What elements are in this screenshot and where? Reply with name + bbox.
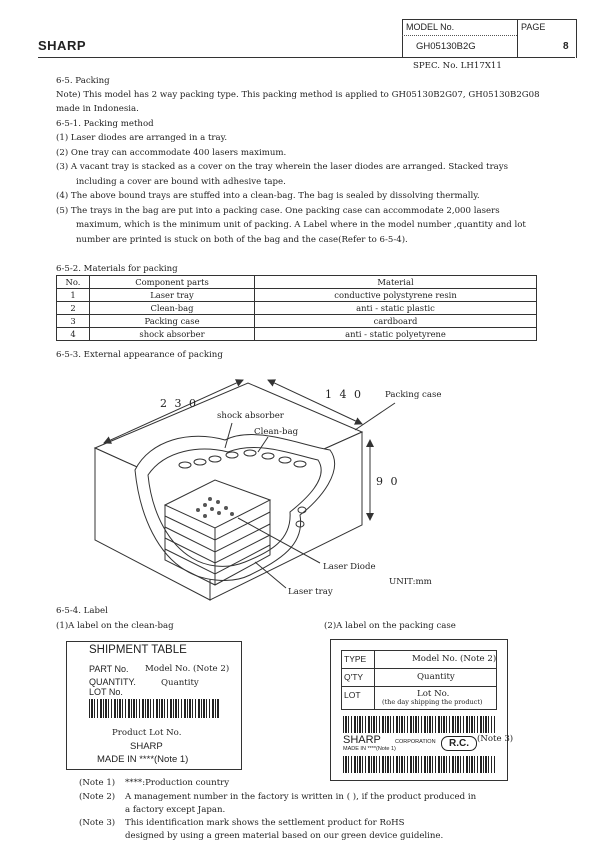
note-tag: (Note 3): [79, 818, 116, 828]
step: number are printed is stuck on both of the bag and the case(Refer to 6-5-4).: [76, 235, 408, 245]
note-tag: (Note 1): [79, 778, 116, 788]
case-barcode-1: [343, 716, 495, 733]
table-cell: 1: [57, 289, 90, 302]
type-value: Model No. (Note 2): [412, 654, 497, 664]
table-cell: anti - static polyetyrene: [255, 328, 537, 341]
model-label: MODEL No.: [406, 22, 455, 32]
bag-label-caption: (1)A label on the clean-bag: [56, 621, 174, 631]
label-clean-bag: Clean-bag: [254, 427, 299, 437]
dimension-90: 9 0: [376, 475, 400, 488]
barcode: [89, 699, 219, 718]
materials-table: [56, 275, 537, 341]
label-shock-absorber: shock absorber: [217, 411, 284, 421]
note-text: designed by using a green material based on our green device guideline.: [125, 831, 444, 841]
section-title: 6-5. Packing: [56, 76, 110, 86]
clean-bag-label: [66, 641, 242, 770]
step: (1) Laser diodes are arranged in a tray.: [56, 133, 228, 143]
corporation-text: CORPORATION: [395, 739, 436, 745]
table-cell: Laser tray: [90, 289, 255, 302]
table-row: [57, 302, 537, 315]
note3-marker: (Note 3): [477, 734, 514, 744]
quantity-value: Quantity: [161, 678, 199, 688]
step: (5) The trays in the bag are put into a packing case. One packing case can accommodate 2,000 lasers: [56, 206, 500, 216]
lot-subtext: (the day shipping the product): [382, 698, 483, 706]
table-header: Material: [255, 276, 537, 289]
table-cell: cardboard: [255, 315, 537, 328]
lot-label: LOT: [344, 690, 361, 700]
label-title: 6-5-4. Label: [56, 606, 108, 616]
table-header: Component parts: [90, 276, 255, 289]
note-text: This identification mark shows the settlement product for RoHS: [125, 818, 405, 828]
type-label: TYPE: [344, 654, 367, 664]
lot-no-label: LOT No.: [89, 687, 123, 697]
spec-number: SPEC. No. LH17X11: [413, 61, 502, 71]
bag-sharp-text: SHARP: [130, 741, 163, 752]
note-line-1: Note) This model has 2 way packing type. This packing method is applied to GH05130B2G07, GH05130B2G08: [56, 90, 540, 100]
case-made-in: MADE IN ****(Note 1): [343, 746, 396, 752]
bag-made-in: MADE IN ****(Note 1): [97, 754, 189, 765]
page-label: PAGE: [521, 22, 546, 32]
table-cell: 4: [57, 328, 90, 341]
shipment-table-title: SHIPMENT TABLE: [89, 644, 187, 656]
case-barcode-2: [343, 756, 495, 773]
page-number: 8: [563, 41, 569, 52]
product-lot-no: Product Lot No.: [112, 728, 182, 738]
materials-title: 6-5-2. Materials for packing: [56, 264, 178, 274]
table-row: [57, 328, 537, 341]
dimension-230: 2 3 0: [160, 397, 198, 410]
model-value: GH05130B2G: [416, 41, 476, 52]
step: (4) The above bound trays are stuffed into a clean-bag. The bag is sealed by dissolving thermally.: [56, 191, 480, 201]
step: (2) One tray can accommodate 400 lasers maximum.: [56, 148, 287, 158]
case-info-grid: [341, 650, 497, 710]
note-text: ****:Production country: [125, 778, 230, 788]
case-sharp-text: SHARP: [343, 734, 381, 746]
step: including a cover are bound with adhesive tape.: [76, 177, 286, 187]
step: maximum, which is the minimum unit of packing. A Label where in the model number ,quantity and lot: [76, 220, 526, 230]
qty-value: Quantity: [417, 672, 455, 682]
note-text: a factory except Japan.: [125, 805, 226, 815]
table-cell: Packing case: [90, 315, 255, 328]
part-no-label: PART No.: [89, 664, 129, 674]
table-row: [57, 289, 537, 302]
unit-label: UNIT:mm: [389, 577, 432, 587]
packing-diagram: [0, 360, 611, 605]
method-title: 6-5-1. Packing method: [56, 119, 154, 129]
note-text: A management number in the factory is written in ( ), if the product produced in: [125, 792, 477, 802]
part-no-value: Model No. (Note 2): [145, 664, 230, 674]
table-header: No.: [57, 276, 90, 289]
note-line-2: made in Indonesia.: [56, 104, 139, 114]
table-cell: Clean-bag: [90, 302, 255, 315]
table-cell: anti - static plastic: [255, 302, 537, 315]
rc-mark-icon: R.C.: [441, 736, 477, 751]
table-cell: shock absorber: [90, 328, 255, 341]
table-row: [57, 315, 537, 328]
dimension-140: 1 4 0: [325, 388, 363, 401]
table-header-row: [57, 276, 537, 289]
label-laser-tray: Laser tray: [288, 587, 333, 597]
label-packing-case: Packing case: [385, 390, 442, 400]
note-tag: (Note 2): [79, 792, 116, 802]
table-cell: conductive polystyrene resin: [255, 289, 537, 302]
case-label-caption: (2)A label on the packing case: [324, 621, 456, 631]
appearance-title: 6-5-3. External appearance of packing: [56, 350, 223, 360]
qty-label: Q'TY: [344, 672, 364, 682]
sharp-logo: SHARP: [38, 38, 87, 53]
packing-case-label: [330, 639, 514, 781]
lot-value: Lot No.: [417, 689, 450, 699]
label-laser-diode: Laser Diode: [323, 562, 376, 572]
quantity-label: QUANTITY.: [89, 677, 136, 687]
step: (3) A vacant tray is stacked as a cover on the tray wherein the laser diodes are arranged. Stacked trays: [56, 162, 509, 172]
table-cell: 2: [57, 302, 90, 315]
table-cell: 3: [57, 315, 90, 328]
